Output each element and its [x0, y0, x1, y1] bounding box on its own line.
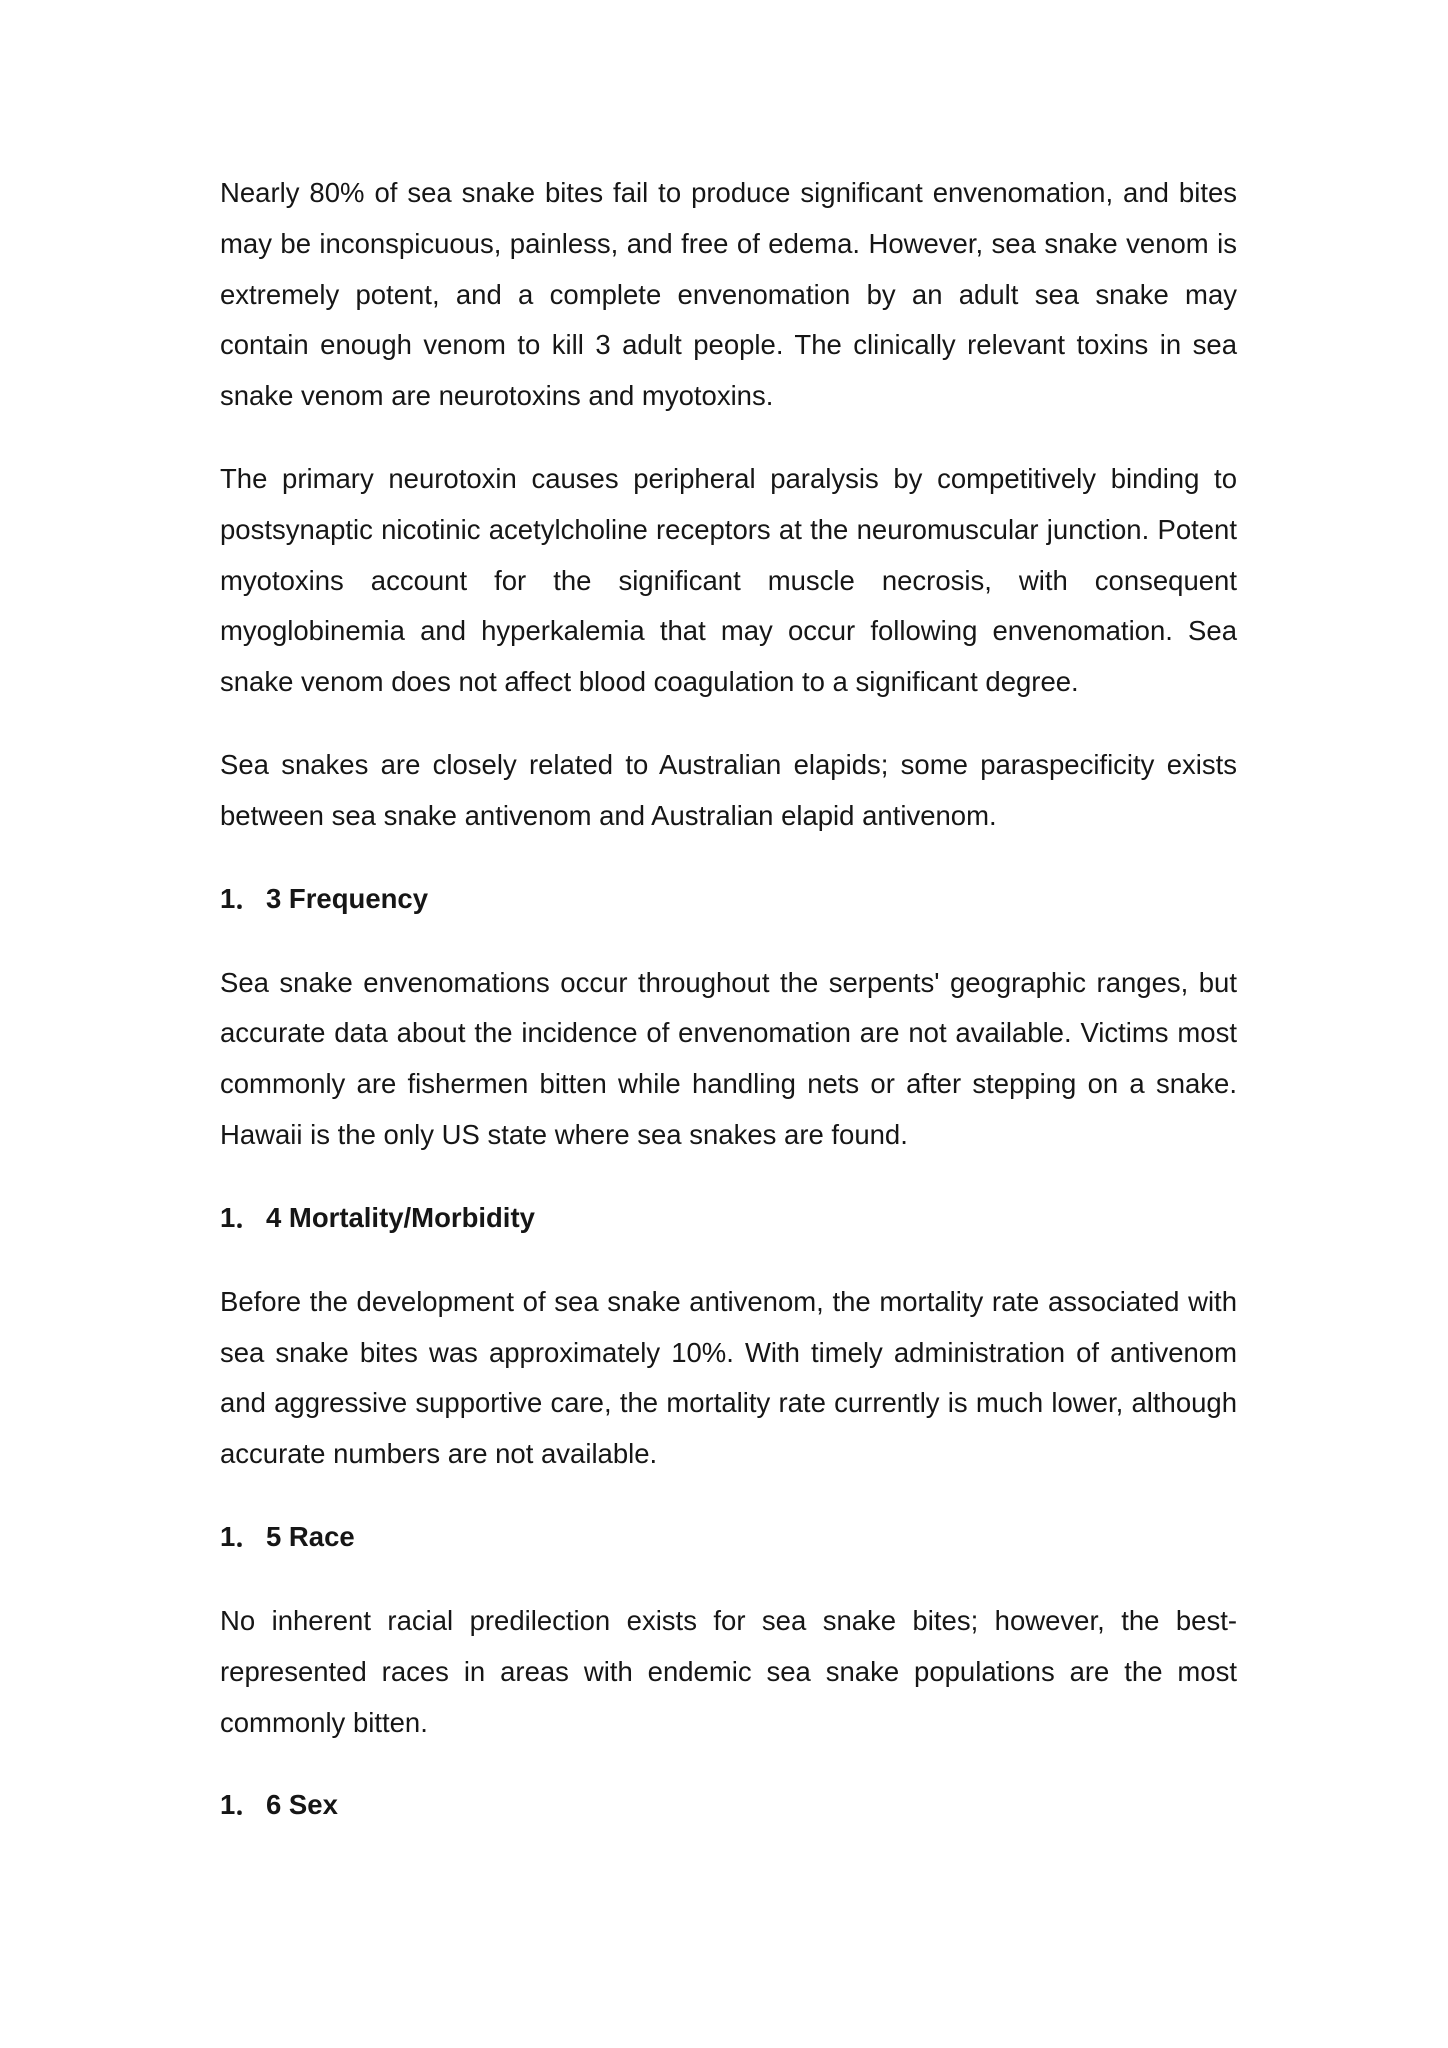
paragraph-mortality: Before the development of sea snake antivenom, the mortality rate associated with sea snake bites was approximately 10%. With timely administration of antivenom and aggressive supportive care, the mortality rate currently is much lower, although accurate numbers are not available. [220, 1285, 1237, 1470]
paragraph-frequency: Sea snake envenomations occur throughout the serpents' geographic ranges, but accurate data about the incidence of envenomation are not available. Victims most commonly are fishermen bitten while handling nets or after stepping on a snake. Hawaii is the only US state where sea snakes are found. [220, 966, 1237, 1150]
paragraph-envenomation-potency: Nearly 80% of sea snake bites fail to produce significant envenomation, and bites may be inconspicuous, painless, and free of edema. However, sea snake venom is extremely potent, and a complete envenomation by an adult sea snake may contain enough venom to kill 3 adult people. The clinically relevant toxins in sea snake venom are neurotoxins and myotoxins. [220, 177, 1237, 412]
section-heading-frequency [220, 874, 1237, 924]
section-number: 1． [220, 1520, 263, 1552]
paragraph-race: No inherent racial predilection exists for sea snake bites; however, the best-represented races in areas with endemic sea snake populations are the most commonly bitten. [220, 1604, 1237, 1738]
section-number: 1． [220, 1201, 263, 1233]
section-title: 6 Sex [266, 1789, 338, 1821]
section-heading-mortality [220, 1193, 1237, 1243]
section-number: 1． [220, 1789, 263, 1821]
section-number: 1． [220, 882, 263, 914]
section-heading-race [220, 1512, 1237, 1562]
document-page [220, 168, 1237, 1864]
paragraph-neurotoxin-myotoxin: The primary neurotoxin causes peripheral paralysis by competitively binding to postsynaptic nicotinic acetylcholine receptors at the neuromuscular junction. Potent myotoxins account for the significant muscle necrosis, with consequent myoglobinemia and hyperkalemia that may occur following envenomation. Sea snake venom does not affect blood coagulation to a significant degree. [220, 462, 1237, 698]
section-title: 5 Race [266, 1520, 355, 1552]
section-heading-sex [220, 1780, 1237, 1830]
paragraph-elapid-relation: Sea snakes are closely related to Australian elapids; some paraspecificity exists between sea snake antivenom and Australian elapid antivenom. [220, 748, 1237, 831]
section-title: 3 Frequency [266, 882, 429, 914]
section-title: 4 Mortality/Morbidity [266, 1201, 535, 1233]
